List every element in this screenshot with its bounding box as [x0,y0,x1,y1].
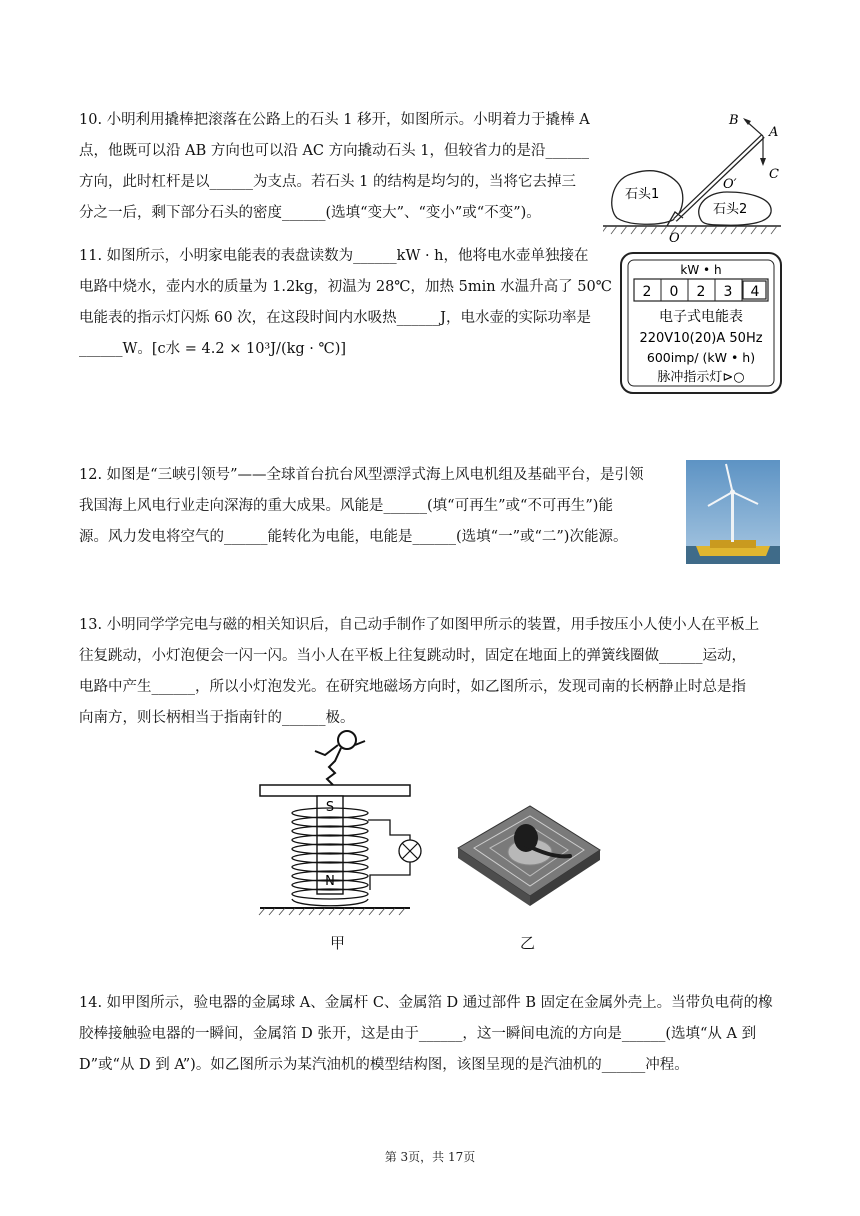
meter-digit-1: 2 [642,284,652,300]
meter-name: 电子式电能表 [659,309,743,325]
meter-unit: kW • h [680,263,722,277]
meter-spec: 220V10(20)A 50Hz [639,331,763,346]
meter-imp: 600imp/ (kW • h) [646,350,756,365]
q14-line-1: 14. 如甲图所示，验电器的金属球 A、金属杆 C、金属箔 D 通过部件 B 固定在金属外壳上。当带负电荷的橡 [79,995,773,1011]
stone-2-label: 石头2 [713,202,748,217]
question-10 [79,105,590,229]
meter-digit-2: 0 [669,284,679,300]
q13-line-4: 向南方，则长柄相当于指南针的______极。 [79,710,355,726]
q11-line-4: ______W。[c水 = 4.2 × 10³J/(kg · ℃)] [79,341,347,357]
q13-line-3: 电路中产生______，所以小灯泡发光。在研究地磁场方向时，如乙图所示，发现司南的长柄静止时总是指 [79,679,746,695]
q11-line-2: 电路中烧水，壶内水的质量为 1.2kg，初温为 28℃，加热 5min 水温升高了 50℃ [79,279,612,295]
question-13 [79,610,759,734]
label-b: B [729,113,739,128]
caption-jia: 甲 [330,934,346,952]
q10-line-3: 方向，此时杠杆是以______为支点。若石头 1 的结构是均匀的，当将它去掉三 [79,174,576,190]
q10-line-4: 分之一后，剩下部分石头的密度______(选填“变大”、“变小”或“不变”)。 [79,205,541,221]
label-o: O [669,231,680,243]
q13-line-1: 13. 小明同学学完电与磁的相关知识后，自己动手制作了如图甲所示的装置，用手按压小人使小人在平板上 [79,617,760,633]
question-12 [79,460,644,553]
q11-line-3: 电能表的指示灯闪烁 60 次，在这段时间内水吸热______J，电水壶的实际功率是 [79,310,591,326]
meter-digit-5: 4 [750,284,760,300]
label-o-prime: O′ [723,177,737,192]
page-footer: 第 3页，共 17页 [384,1150,476,1164]
electricity-meter [620,252,782,394]
q14-line-2: 胶棒接触验电器的一瞬间，金属箔 D 张开，这是由于______，这一瞬间电流的方向是______(选填“从 A 到 [79,1026,757,1042]
label-a: A [769,125,779,140]
q12-line-1: 12. 如图是“三峡引领号”——全球首台抗台风型漂浮式海上风电机组及基础平台，是引领 [79,467,644,483]
q10-line-2: 点，他既可以沿 AB 方向也可以沿 AC 方向撬动石头 1，但较省力的是沿______ [79,143,589,159]
meter-digit-3: 2 [696,284,706,300]
q12-line-3: 源。风力发电将空气的______能转化为电能，电能是______(选填“一”或“二”)次能源。 [79,529,628,545]
label-c: C [769,167,779,182]
caption-yi: 乙 [520,934,536,952]
offshore-wind-turbine-photo [686,460,780,564]
q13-line-2: 往复跳动，小灯泡便会一闪一闪。当小人在平板上往复跳动时，固定在地面上的弹簧线圈做______运动， [79,648,746,664]
q11-line-1: 11. 如图所示，小明家电能表的表盘读数为______kW · h，他将电水壶单独接在 [79,248,589,264]
question-14 [79,988,773,1081]
stone-1-label: 石头1 [625,187,660,202]
meter-digit-4: 3 [723,284,733,300]
meter-indicator: 脉冲指示灯⊳○ [657,370,745,385]
lever-stone-figure [603,108,783,243]
q12-line-2: 我国海上风电行业走向深海的重大成果。风能是______(填“可再生”或“不可再生”)能 [79,498,613,514]
figure-jia-generator [255,725,430,920]
figure-yi-sinan [454,800,604,915]
magnet-n-label: N [325,874,335,889]
magnet-s-label: S [325,800,335,815]
q10-line-1: 10. 小明利用撬棒把滚落在公路上的石头 1 移开，如图所示。小明着力于撬棒 A [79,112,590,128]
question-11 [79,241,612,365]
q14-line-3: D”或“从 D 到 A”)。如乙图所示为某汽油机的模型结构图，该图呈现的是汽油机的______冲程。 [79,1057,689,1073]
